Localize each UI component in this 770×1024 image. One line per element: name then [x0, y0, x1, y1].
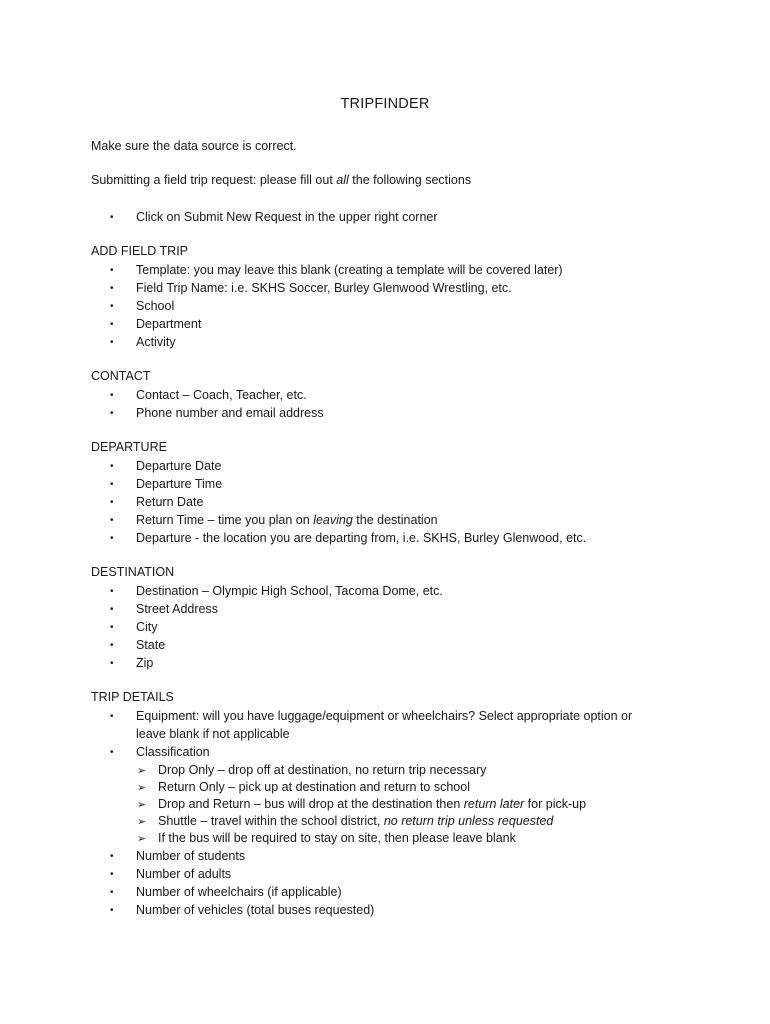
bullet-icon: • — [110, 711, 114, 722]
arrow-bullet-icon: ➢ — [137, 799, 147, 811]
arrow-bullet-icon: ➢ — [137, 833, 147, 845]
list-item: • Zip — [110, 654, 153, 673]
bullet-icon: • — [110, 212, 114, 223]
list-item-continuation: leave blank if not applicable — [136, 727, 290, 741]
list-item: • Phone number and email address — [110, 404, 324, 423]
sub-list-item: ➢ Drop Only – drop off at destination, no return trip necessary — [137, 761, 486, 780]
bullet-icon: • — [110, 869, 114, 880]
bullet-icon: • — [110, 887, 114, 898]
list-item: • Return Time – time you plan on leaving the destination — [110, 511, 438, 530]
sub-list-item: ➢ Shuttle – travel within the school district, no return trip unless requested — [137, 812, 553, 831]
list-item: • School — [110, 297, 174, 316]
bullet-icon: • — [110, 479, 114, 490]
bullet-icon: • — [110, 622, 114, 633]
bullet-icon: • — [110, 319, 114, 330]
sub-list-item: ➢ If the bus will be required to stay on site, then please leave blank — [137, 829, 516, 848]
bullet-icon: • — [110, 747, 114, 758]
document-title: TRIPFINDER — [340, 96, 430, 112]
list-item: • Street Address — [110, 600, 218, 619]
list-item: • Classification — [110, 743, 210, 762]
bullet-icon: • — [110, 337, 114, 348]
section-heading-contact: CONTACT — [91, 369, 151, 383]
sub-list-item: ➢ Drop and Return – bus will drop at the destination then return later for pick-up — [137, 795, 586, 814]
list-item: • Destination – Olympic High School, Tacoma Dome, etc. — [110, 582, 443, 601]
bullet-icon: • — [110, 658, 114, 669]
list-item: • State — [110, 636, 165, 655]
list-item: • Field Trip Name: i.e. SKHS Soccer, Burley Glenwood Wrestling, etc. — [110, 279, 512, 298]
list-item: • Departure Date — [110, 457, 221, 476]
arrow-bullet-icon: ➢ — [137, 816, 147, 828]
intro-data-source: Make sure the data source is correct. — [91, 139, 297, 153]
section-heading-departure: DEPARTURE — [91, 440, 167, 454]
bullet-icon: • — [110, 461, 114, 472]
bullet-icon: • — [110, 515, 114, 526]
list-item: • Activity — [110, 333, 176, 352]
section-heading-destination: DESTINATION — [91, 565, 175, 579]
bullet-icon: • — [110, 497, 114, 508]
bullet-icon: • — [110, 905, 114, 916]
list-item: • Equipment: will you have luggage/equipment or wheelchairs? Select appropriate option or — [110, 707, 632, 726]
intro-instructions-post: the following sections — [348, 173, 472, 187]
list-item: • Number of students — [110, 847, 245, 866]
list-item: • Number of adults — [110, 865, 231, 884]
intro-instructions — [91, 173, 471, 187]
arrow-bullet-icon: ➢ — [137, 782, 147, 794]
bullet-icon: • — [110, 265, 114, 276]
arrow-bullet-icon: ➢ — [137, 765, 147, 777]
bullet-icon: • — [110, 604, 114, 615]
bullet-icon: • — [110, 390, 114, 401]
section-heading-trip-details: TRIP DETAILS — [91, 690, 174, 704]
section-heading-add-field-trip: ADD FIELD TRIP — [91, 244, 189, 258]
list-item: • Return Date — [110, 493, 203, 512]
bullet-icon: • — [110, 283, 114, 294]
intro-instructions-em: all — [336, 173, 349, 187]
list-item: • Template: you may leave this blank (creating a template will be covered later) — [110, 261, 563, 280]
list-item: • City — [110, 618, 158, 637]
bullet-icon: • — [110, 533, 114, 544]
bullet-icon: • — [110, 301, 114, 312]
bullet-icon: • — [110, 851, 114, 862]
bullet-icon: • — [110, 586, 114, 597]
list-item: • Click on Submit New Request in the upper right corner — [110, 208, 438, 227]
list-item: • Department — [110, 315, 201, 334]
list-item: • Number of wheelchairs (if applicable) — [110, 883, 342, 902]
intro-instructions-pre: Submitting a field trip request: please fill out — [91, 173, 337, 187]
list-item: • Contact – Coach, Teacher, etc. — [110, 386, 307, 405]
list-item: • Number of vehicles (total buses requested) — [110, 901, 374, 920]
list-item: • Departure - the location you are departing from, i.e. SKHS, Burley Glenwood, etc. — [110, 529, 586, 548]
bullet-icon: • — [110, 640, 114, 651]
bullet-icon: • — [110, 408, 114, 419]
sub-list-item: ➢ Return Only – pick up at destination and return to school — [137, 778, 470, 797]
list-item: • Departure Time — [110, 475, 222, 494]
